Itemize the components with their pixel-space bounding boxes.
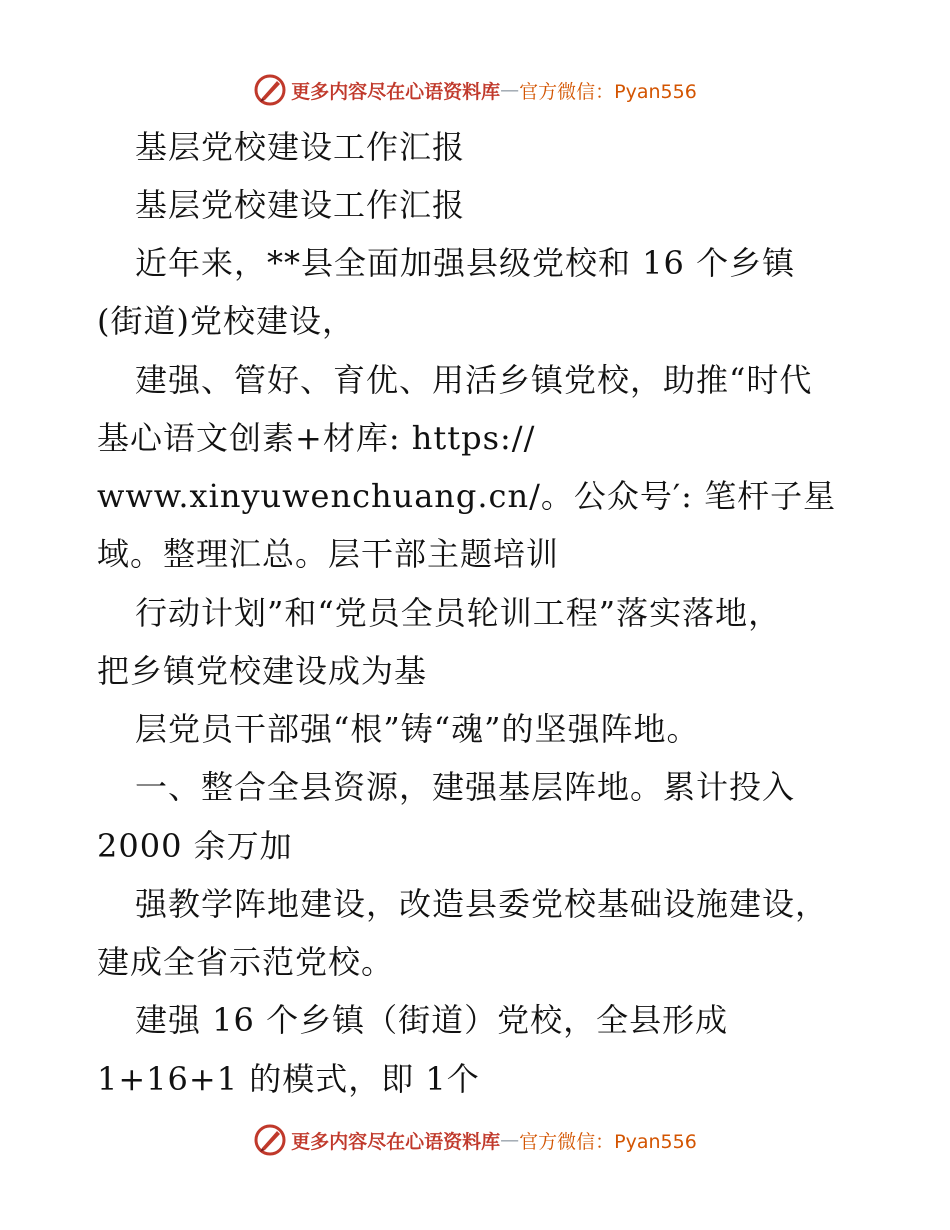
- quill-pen-logo-icon: [253, 1123, 287, 1157]
- paragraph-line: www.xinyuwenchuang.cn/。公众号′: 笔杆子星: [97, 477, 837, 515]
- document-title: 基层党校建设工作汇报: [135, 128, 466, 166]
- paragraph-line: 建强、管好、育优、用活乡镇党校，助推“时代: [135, 361, 813, 399]
- paragraph-line: 1+16+1 的模式，即 1个: [97, 1060, 480, 1098]
- paragraph-line: 建强 16 个乡镇（街道）党校，全县形成: [135, 1001, 729, 1039]
- paragraph-line: 层党员干部强“根”铸“魂”的坚强阵地。: [135, 710, 700, 748]
- paragraph-line: 近年来，**县全面加强县级党校和 16 个乡镇: [135, 244, 796, 282]
- document-subtitle: 基层党校建设工作汇报: [135, 186, 466, 224]
- paragraph-line: 基心语文创素+材库: https://: [97, 419, 536, 457]
- watermark-brand: 更多内容尽在心语资料库: [291, 1130, 501, 1153]
- section-heading-line: 一、整合全县资源，建强基层阵地。累计投入: [135, 768, 796, 806]
- paragraph-line: 建成全省示范党校。: [97, 943, 395, 981]
- paragraph-line: 域。整理汇总。层干部主题培训: [97, 535, 560, 573]
- watermark-brand: 更多内容尽在心语资料库: [291, 80, 501, 103]
- watermark-separator: —: [500, 79, 520, 101]
- paragraph-line: 把乡镇党校建设成为基: [97, 652, 428, 690]
- paragraph-line: 行动计划”和“党员全员轮训工程”落实落地，: [135, 594, 782, 632]
- watermark-account: 官方微信：Pyan556: [519, 1130, 697, 1153]
- watermark-account: 官方微信：Pyan556: [519, 80, 697, 103]
- paragraph-line: 2000 余万加: [97, 827, 293, 865]
- footer-watermark: [0, 1120, 950, 1160]
- paragraph-line: 强教学阵地建设，改造县委党校基础设施建设，: [135, 885, 829, 923]
- watermark-separator: —: [500, 1129, 520, 1151]
- paragraph-line: (街道)党校建设，: [97, 302, 355, 340]
